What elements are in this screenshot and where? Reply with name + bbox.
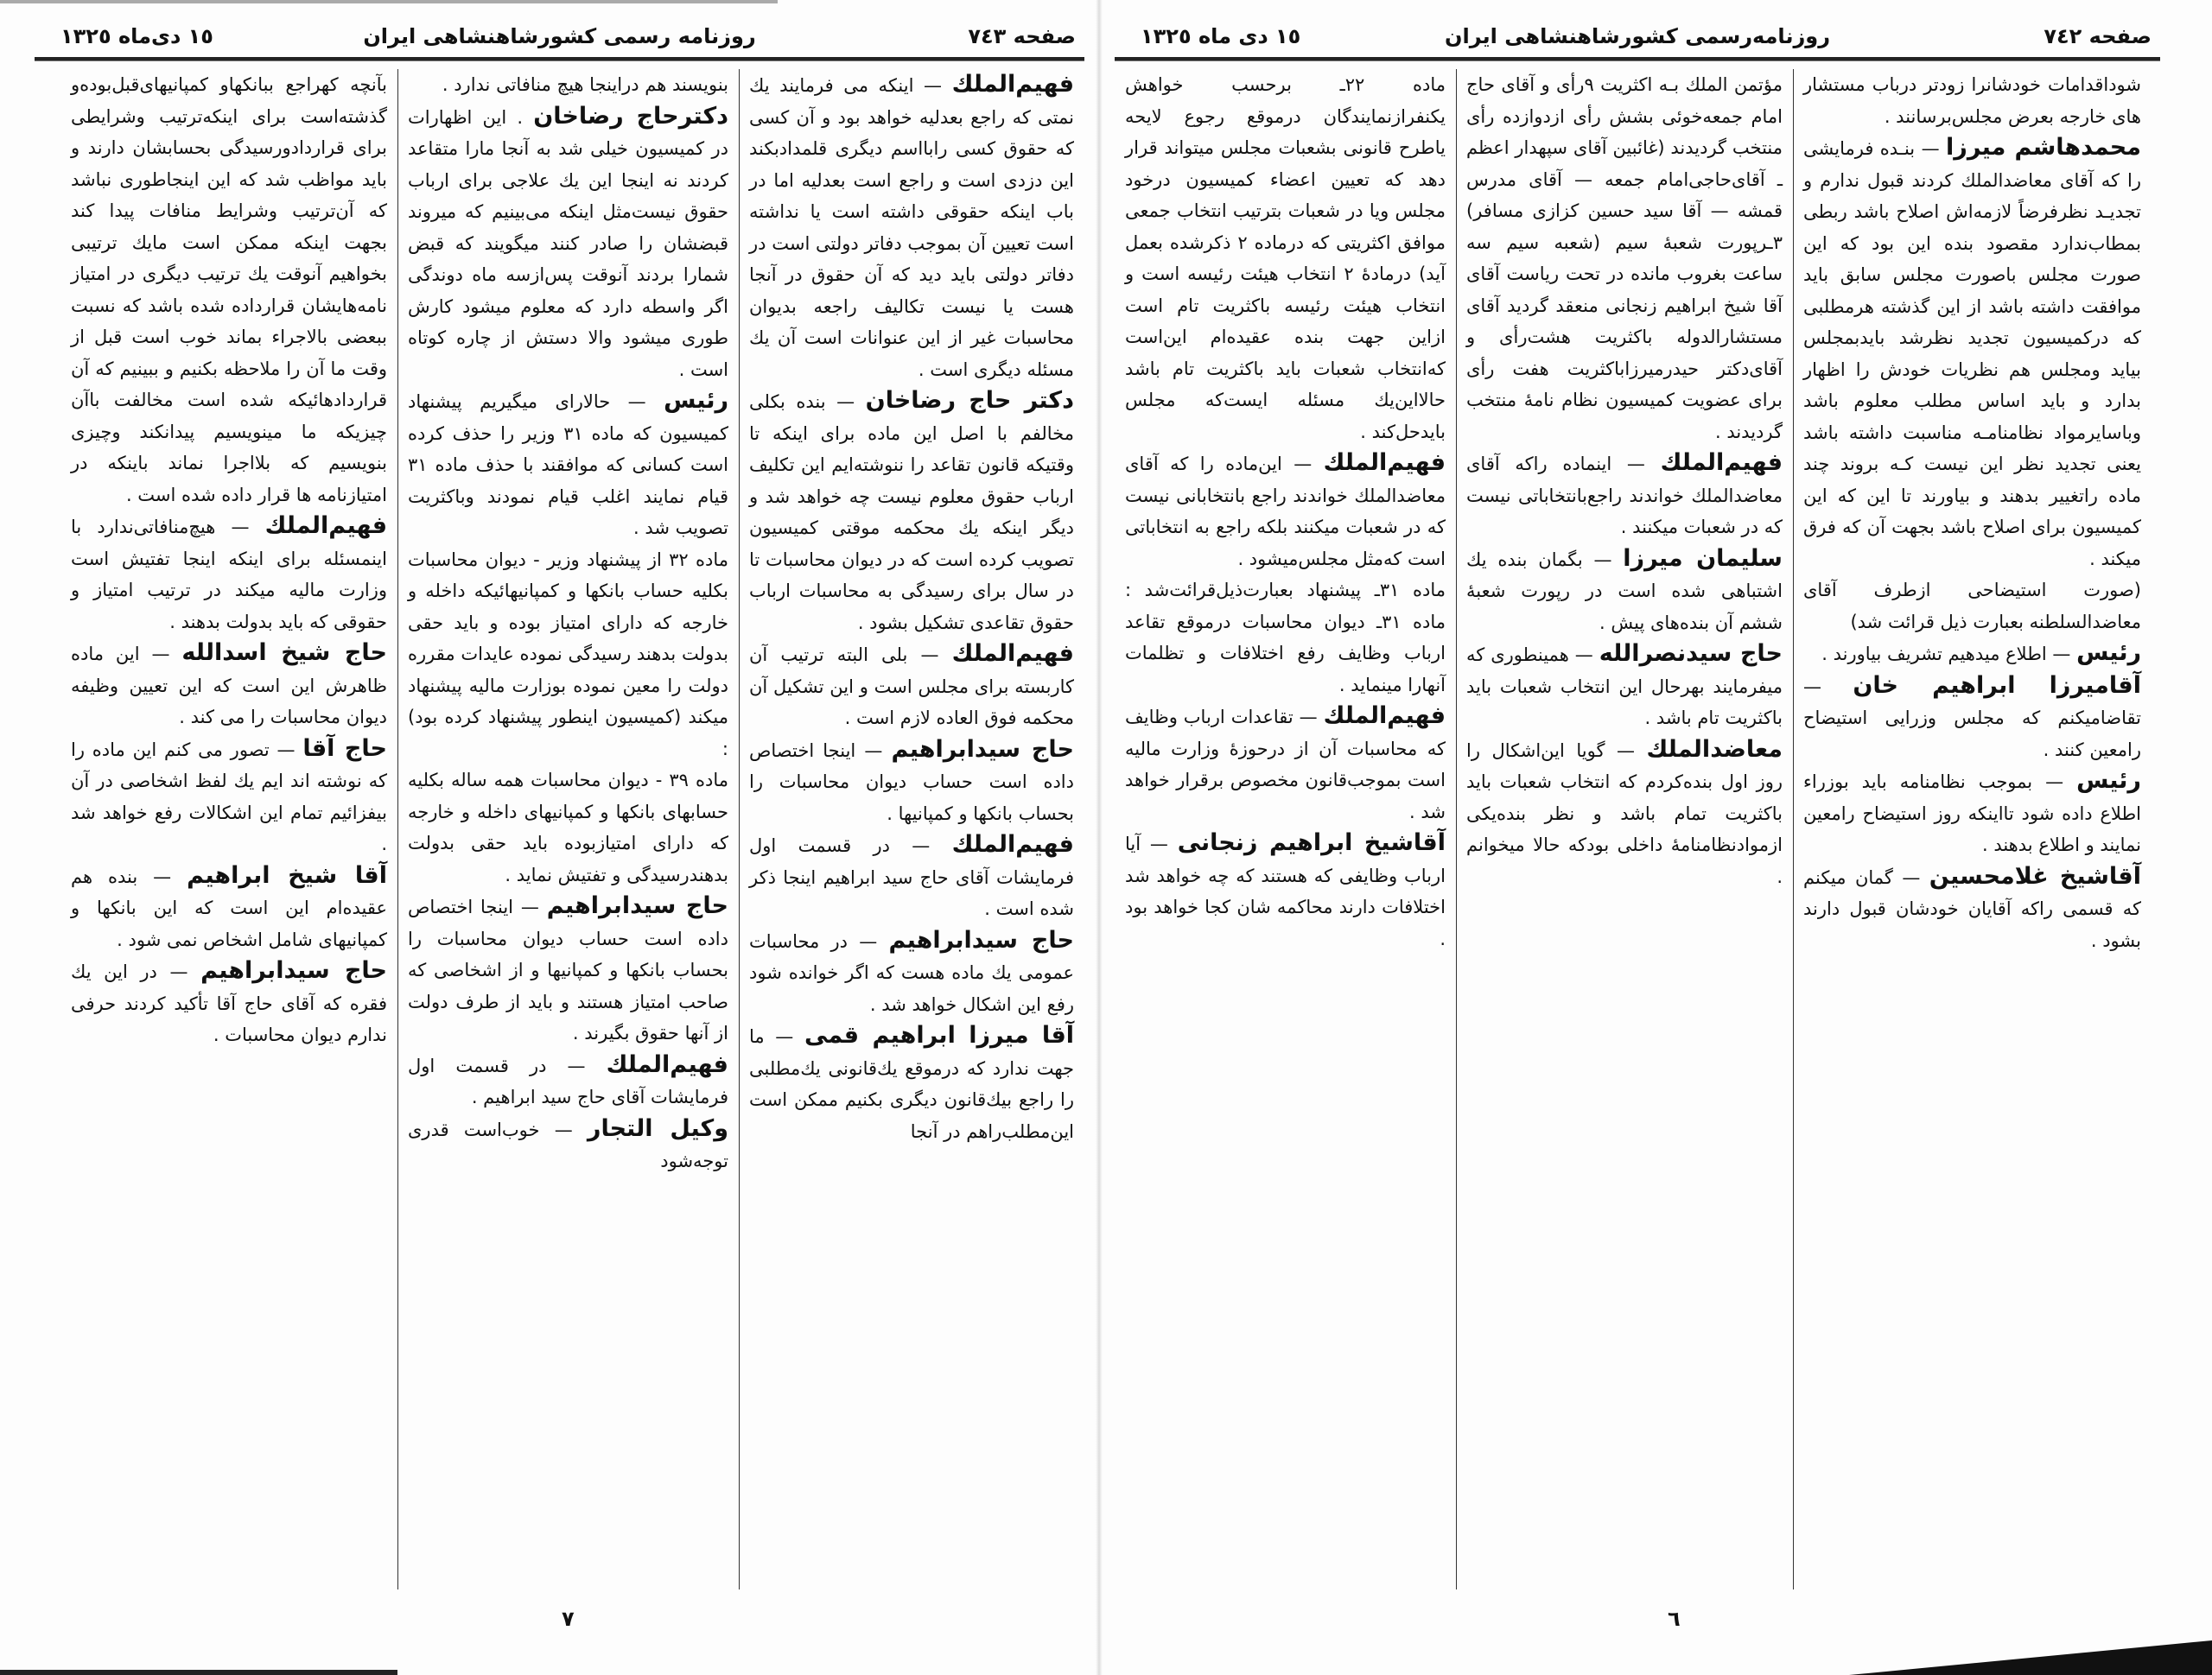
article-paragraph [1803,670,2141,766]
newspaper-title: روزنامه رسمی کشورشاهنشاهی ایران [363,24,756,48]
paragraph-text: — این‌ماده را که آقای معاضدالملك خواندند راجع بانتخابانی نیست که در شعبات میکنند بلکه راجع به انتخاباتی است که‌مثل مجلس‌میشود . [1125,454,1446,569]
article-paragraph [1125,701,1446,828]
page-footer-number: ٧ [562,1607,575,1631]
article-paragraph [1125,574,1446,701]
article-paragraph [1466,69,1783,447]
speaker-name: فهیم‌الملك [1660,449,1783,476]
speaker-name: آقا شیخ ابراهیم [187,861,387,889]
column-divider [739,69,740,1589]
paragraph-text: — در قسمت اول فرمایشات آقای حاج سید ابراهیم . [408,1055,728,1107]
text-column [1456,69,1793,1589]
speaker-name: سلیمان میرزا [1623,544,1783,572]
speaker-name: فهیم‌الملك [264,512,387,539]
paragraph-text: ماده ٣٢ از پیشنهاد وزیر - دیوان محاسبات بکلیه حساب بانکها و کمپانیهائیکه داخله و خارجه که دارای امتیاز بوده و باید حقی بدولت بدهند رسیدگی نموده عایدات مقرره دولت را معین نموده بوزارت مالیه پیشنهاد میکند (کمیسیون اینطور پیشنهاد کرده بود) : [408,549,728,759]
paragraph-text: — تقاضامیکنم که مجلس وزرایی استیضاح رامعین کنند . [1803,676,2141,760]
article-paragraph [408,891,728,1050]
book-spine [1096,0,1103,1675]
speaker-name: معاضدالملك [1646,735,1783,763]
speaker-name: حاج شیخ اسدالله [181,639,387,666]
article-paragraph [1803,574,2141,638]
speaker-name: وکیل التجار [587,1114,728,1142]
article-paragraph [408,101,728,386]
issue-date: ١٥ دی‌ماه ١٣٢٥ [60,24,213,48]
page-742 [1115,0,2160,1675]
paragraph-text: — اینماده راکه آقای معاضدالملك خواندند راجع‌بانتخاباتی نیست که در شعبات میکنند . [1466,454,1783,537]
header-rule [35,57,1084,61]
paragraph-text: — اینکه می فرمایند یك نمتی که راجع بعدلیه خواهد بود و آن کسی که حقوق کسی رابااسم دیگری قلمدادبکند این دزدی است و راجع است بعدلیه اما در باب اینکه حقوقی داشته است یا نداشته است تعیین آن بموجب دفاتر دولتی است در دفاتر دولتی باید دید که آن حقوق در آنجا هست یا نیست تکالیف راجعه بدیوان محاسبات غیر از این عنوانات است آن یك مسئله دیگری است . [749,75,1074,380]
speaker-name: دکترحاج رضاخان [533,102,728,130]
article-paragraph [1466,734,1783,893]
page-curl-shadow [1849,1640,2212,1675]
article-paragraph [749,925,1074,1021]
paragraph-text: — بگمان بنده یك اشتباهی شده است در رپورت شعبهٔ ششم آن بنده‌های پیش . [1466,549,1783,633]
paragraph-text: — آیا ارباب وظایفی که هستند که چه خواهد شد اختلافات دارند محاکمه شان کجا خواهد بود . [1125,834,1446,949]
paragraph-text: — اینجا اختصاص داده است حساب دیوان محاسبات را بحساب بانکها و کمپانیها . [749,739,1074,824]
speaker-name: آقاشیخ ابراهیم زنجانی [1177,829,1446,856]
text-column [60,69,397,1589]
article-paragraph [1803,132,2141,574]
article-paragraph [71,733,387,860]
paragraph-text: — گمان میکنم که قسمی راکه آقایان خودشان قبول دارند بشود . [1803,866,2141,951]
paragraph-text: — در محاسبات عمومی یك ماده هست که اگر خوانده شود رفع این اشکال خواهد شد . [749,930,1074,1015]
paragraph-text: — بلی البته ترتیب آن کاربسته برای مجلس است و این تشکیل آن محکمه فوق العاده لازم است . [749,644,1074,728]
speaker-name: فهیم‌الملك [951,71,1074,98]
paragraph-text: — حالارای میگیریم پیشنهاد کمیسیون که ماده ٣١ وزیر را حذف کرده است کسانی که موافقند با حذف ماده ٣١ قیام نمایند اغلب قیام نمودند وباکثریت تصویب شد . [408,391,728,538]
paragraph-text: ماده ٣١ـ پیشنهاد بعبارت‌ذیل‌قرائت‌شد : ماده ٣١ـ دیوان محاسبات درموقع تقاعد ارباب وظایف رفع اختلافات و تظلمات آنهارا مینماید . [1125,580,1446,695]
speaker-name: حاج سیدنصرالله [1599,640,1783,667]
paragraph-text: بآنچه کهراجع ببانکهاو کمپانیهای‌قبل‌بوده‌و گذشته‌است برای اینکه‌ترتیب وشرایطی برای قراردادورسیدگی بحسابشان دارند و باید مواظب شد که این اینجاطوری نباشد که آن‌ترتیب وشرایط منافات پیدا کند بجهت اینکه ممکن است مایك ترتیبی بخواهیم آنوقت یك ترتیب دیگری در امتیاز نامه‌هایشان قرارداده شده باشد که نسبت ببعضی بالاجراء بماند خوب است قبل از وقت ما آن را ملاحظه بکنیم و ببینیم که آن قراردادهائیکه شده است مخالفت باآن چیزیکه ما مینویسیم پیدانکند وچیزی بنویسیم که بلااجرا نماند باینکه در امتیازنامه ها قرار داده شده است . [71,74,387,505]
article-paragraph [408,69,728,101]
paragraph-text: (صورت استیضاحی ازطرف آقای معاضدالسلطنه بعبارت ذیل قرائت شد) [1803,580,2141,632]
page-edge-shadow [0,1670,397,1675]
article-paragraph [749,69,1074,385]
paragraph-text: — بموجب نظامنامه باید بوزراء اطلاع داده شود تااینکه روز استیضاح رامعین نمایند و اطلاع بدهند . [1803,771,2141,855]
speaker-name: حاج سیدابراهیم [891,735,1074,763]
article-paragraph [408,385,728,544]
speaker-name: فهیم‌الملك [951,831,1074,858]
page-number-label: صفحه ٧٤٢ [2044,24,2152,48]
newspaper-title: روزنامه‌رسمی کشورشاهنشاهی ایران [1444,24,1831,48]
paragraph-text: مؤتمن الملك بـه اکثریت ٩رأی و آقای حاج امام جمعه‌خوئی بشش رأی ازدوازده رأی منتخب گردیدند (غائبین آقای سپهدار اعظم ـ آقای‌حاجی‌امام جمعه — آقای مدرس قمشه — آقا سید حسین کزازی مسافر) ٣ـرپورت شعبهٔ سیم (شعبه سیم سه ساعت بغروب مانده در تحت ریاست آقای آقا شیخ ابراهیم زنجانی منعقد گردید آقای مستشارالدوله باکثریت هشت‌رأی و آقای‌دکتر حیدرمیرزاباکثریت هفت رأی برای عضویت کمیسیون نظام نامهٔ منتخب گردیدند . [1466,74,1783,442]
speaker-name: رئیس [2076,767,2141,794]
text-column [1793,69,2152,1589]
paragraph-text: — بنده بکلی مخالفم با اصل این ماده برای اینکه تا وقتیکه قانون تقاعد را ننوشته‌ایم این تکلیف ارباب حقوق معلوم نیست چه خواهد شد و دیگر اینکه یك محکمه‌ موقتی کمیسیون تصویب کرده است که در دیوان محاسبات تا در سال برای رسیدگی به محاسبات ارباب حقوق تقاعدی تشکیل بشود . [749,391,1074,633]
paragraph-text: . این اظهارات در کمیسیون خیلی شد به آنجا مارا متقاعد کردند نه اینجا این یك علاجی برای ارباب حقوق نیست‌مثل اینکه می‌بینیم که میروند قبضشان را صادر کنند میگویند که قبض شمارا بردند آنوقت پس‌ازسه ماه دوندگی اگر واسطه دارد که معلوم میشود کارش طوری میشود والا دستش از چاره کوتاه است . [408,106,728,380]
article-paragraph [1125,447,1446,574]
speaker-name: حاج سیدابراهیم [888,926,1074,954]
page-header [35,24,1084,59]
article-paragraph [71,955,387,1051]
article-paragraph [1125,828,1446,955]
article-paragraph [1803,861,2141,957]
article-paragraph [408,544,728,765]
article-paragraph [71,511,387,638]
speaker-name: محمدهاشم میرزا [1946,134,2141,161]
article-paragraph [1803,69,2141,132]
article-paragraph [749,829,1074,925]
paragraph-text: — این ماده ظاهرش این است که این تعیین وظیفه دیوان محاسبات را می کند . [71,644,387,727]
article-paragraph [71,860,387,956]
paragraph-text: — گویا این‌اشکال را روز اول بنده‌کردم که انتخاب شعبات باید باکثریت تمام باشد و نظر بنده‌یکی ازموادنظامنامهٔ داخلی بودکه حالا میخوانم . [1466,739,1783,887]
speaker-name: حاج سیدابراهیم [546,892,728,919]
article-paragraph [1466,447,1783,543]
speaker-name: آقامیرزا ابراهیم خان [1853,671,2141,699]
paragraph-text: — خوب‌است قدری توجه‌شود [408,1119,728,1171]
article-paragraph [408,1113,728,1177]
paragraph-text: شوداقدامات خودشانرا زودتر درباب مستشار های خارجه بعرض مجلس‌برسانند . [1803,74,2141,127]
speaker-name: آقا میرزا ابراهیم قمی [804,1022,1074,1049]
paragraph-text: — تصور می کنم این ماده را که نوشته اند ایم یك لفظ اشخاصی در آن بیفزائیم تمام این اشکالات رفع خواهد شد . [71,739,387,854]
article-paragraph [749,734,1074,830]
article-paragraph [408,1050,728,1113]
speaker-name: آقاشیخ غلامحسین [1929,862,2141,890]
speaker-name: فهیم‌الملك [1323,702,1446,729]
paragraph-text: — همینطوری که میفرمایند بهرحال این انتخاب شعبات باید باکثریت تام باشد . [1466,644,1783,728]
paragraph-text: — بنده هم عقیده‌ام این است که این بانکها و کمپانیهای شامل اشخاص نمی شود . [71,866,387,950]
speaker-name: رئیس [2076,639,2141,666]
speaker-name: رئیس [664,387,728,414]
paragraph-text: — ما جهت ندارد که درموقع یك‌قانونی یك‌مطلبی را راجع بیك‌قانون دیگری بکنیم ممکن است این‌مطلب‌راهم در آنجا [749,1026,1074,1142]
issue-date: ١٥ دی ماه ١٣٢٥ [1141,24,1301,48]
page-footer-number: ٦ [1668,1607,1681,1631]
paragraph-text: — اطلاع میدهیم تشریف بیاورند . [1821,644,2071,664]
header-rule [1115,57,2160,61]
article-paragraph [1803,765,2141,861]
paragraph-text: — بنـده فرمایشی را که آقای معاضدالملك کردند قبول ندارم و تجدیـد نظرفرضاً لازمه‌اش اصلاح باشد ربطی بمطاب‌ندارد مقصود بنده این بود که این صورت مجلس باصورت مجلس سابق باید موافقت داشته باشد از این گذشته هرمطلبی که درکمیسیون تجدید نظرشد بایدبمجلس بیاید ومجلس هم نظریات خودش را اظهار بدارد و باید اساس مطلب معلوم باشد وباسایرمواد نظامنامـه مناسبت داشته باشد یعنی تجدید نظر این نیست کـه بروند چند ماده راتغییر بدهند و بیاورند تا این که این کمیسیون برای اصلاح باشد بجهت آن که فرق میکند . [1803,138,2141,569]
page-header [1115,24,2160,59]
text-column [739,69,1084,1589]
article-paragraph [1803,638,2141,670]
paragraph-text: — تقاعدات ارباب وظایف که محاسبات آن از درحوزهٔ وزارت مالیه است بموجب‌قانون مخصوص برقرار خواهد شد . [1125,707,1446,822]
paragraph-text: — هیچ‌منافاتی‌ندارد با اینمسئله برای اینکه اینجا تفتیش است وزارت مالیه میکند در ترتیب امتیاز و حقوقی که باید بدولت بدهند . [71,517,387,632]
article-paragraph [71,638,387,733]
text-column [397,69,739,1589]
article-paragraph [71,69,387,511]
speaker-name: حاج آقا [302,734,387,762]
speaker-name: فهیم‌الملك [606,1050,728,1078]
text-column [1115,69,1456,1589]
page-number-label: صفحه ٧٤٣ [968,24,1076,48]
article-paragraph [1125,69,1446,447]
paragraph-text: ماده ٣٩ - دیوان محاسبات همه ساله بکلیه حسابهای بانکها و کمپانیهای داخله و خارجه که دارای امتیازبوده باید حقی بدولت بدهندرسیدگی و تفتیش نماید . [408,770,728,885]
paragraph-text: — اینجا اختصاص داده است حساب دیوان محاسبات را بحساب بانکها و کمپانیها و از اشخاصی که صاحب امتیاز هستند و باید از طرف دولت از آنها حقوق بگیرند . [408,897,728,1044]
speaker-name: دکتر حاج رضاخان [865,387,1074,414]
article-paragraph [1466,543,1783,639]
article-paragraph [749,638,1074,734]
paragraph-text: — در این یك فقره که آقای حاج آقا تأکید کردند حرفی ندارم دیوان محاسبات . [71,961,387,1045]
paragraph-text: — در قسمت اول فرمایشات آقای حاج سید ابراهیم اینجا ذکر شده است . [749,835,1074,919]
speaker-name: فهیم‌الملك [1323,449,1446,476]
article-paragraph [408,765,728,891]
page-743 [35,0,1084,1675]
paragraph-text: ماده ٢٢ـ برحسب خواهش یکنفرازنمایندگان درموقع رجوع لایحه یاطرح قانونی بشعبات مجلس میتواند قرار دهد که تعیین اعضاء کمیسیون درخود مجلس ویا در شعبات بترتیب انتخاب جمعی موافق اکثریتی که درماده ٢ ذکرشده بعمل آید) درمادهٔ ٢ انتخاب هیئت رئیسه است و انتخاب هیئت رئیسه باکثریت تام است ازاین جهت بنده عقیده‌ام این‌است که‌انتخاب شعبات باید باکثریت تام باشد حالااین‌یك مسئله ایست‌که مجلس بایدحل‌کند . [1125,74,1446,442]
article-paragraph [749,1020,1074,1147]
column-divider [397,69,398,1589]
speaker-name: فهیم‌الملك [951,640,1074,667]
article-paragraph [749,385,1074,638]
paragraph-text: بنویسند هم دراینجا هیچ منافاتی ندارد . [442,74,728,95]
article-paragraph [1466,638,1783,734]
speaker-name: حاج سیدابراهیم [200,957,387,984]
